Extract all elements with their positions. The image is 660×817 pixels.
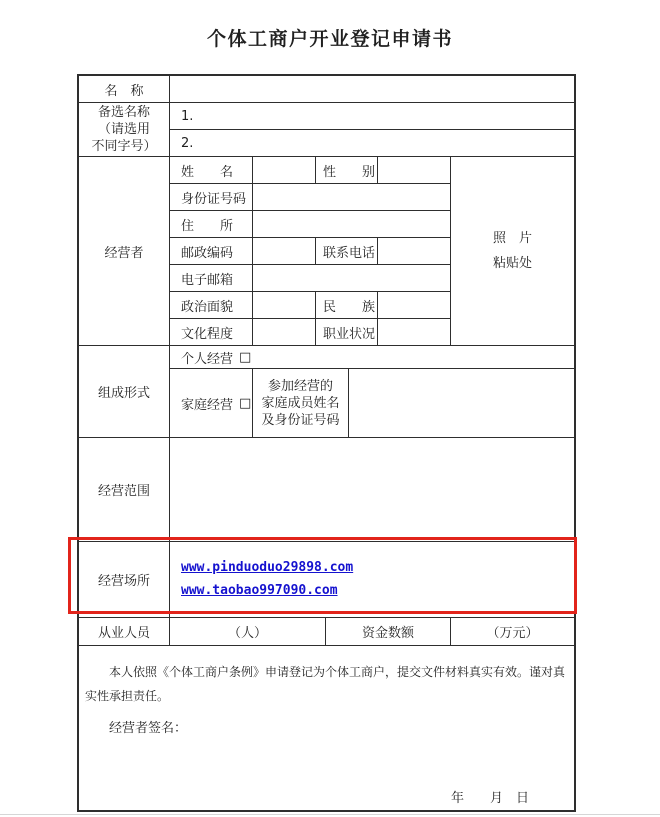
operator-name-input-cell[interactable]	[253, 157, 316, 184]
family-operation-option	[170, 369, 253, 438]
name-input-cell[interactable]	[170, 76, 574, 103]
education-label: 文化程度	[170, 319, 253, 346]
residence-input-cell[interactable]	[253, 211, 451, 238]
declaration-text: 本人依照《个体工商户条例》申请登记为个体工商户，提交文件材料真实有效。谨对真实性承担责任。	[85, 665, 566, 703]
photo-label-line2: 粘贴处	[492, 256, 532, 271]
postal-code-label: 邮政编码	[170, 238, 253, 265]
business-premises-label: 经营场所	[79, 542, 170, 618]
phone-label: 联系电话	[316, 238, 378, 265]
occupation-input-cell[interactable]	[378, 319, 451, 346]
alternate-name-2-cell[interactable]: 2.	[170, 130, 574, 157]
employees-label: 从业人员	[79, 618, 170, 646]
capital-amount-label: 资金数额	[326, 618, 451, 646]
declaration-section	[79, 646, 574, 810]
photo-paste-area	[451, 157, 574, 346]
individual-operation-label: 个人经营	[181, 351, 234, 367]
alternate-names-label-line1: 备选名称	[97, 105, 150, 120]
political-status-label: 政治面貌	[170, 292, 253, 319]
occupation-label: 职业状况	[316, 319, 378, 346]
alternate-names-label-line3: 不同字号）	[91, 139, 157, 154]
family-members-input-cell[interactable]	[349, 369, 574, 438]
alternate-name-1-cell[interactable]: 1.	[170, 103, 574, 130]
family-members-label	[253, 369, 349, 438]
email-label: 电子邮箱	[170, 265, 253, 292]
gender-input-cell[interactable]	[378, 157, 451, 184]
composition-form-label: 组成形式	[79, 346, 170, 438]
postal-code-input-cell[interactable]	[253, 238, 316, 265]
political-status-input-cell[interactable]	[253, 292, 316, 319]
premises-link-taobao[interactable]: www.taobao997090.com	[181, 583, 338, 598]
education-input-cell[interactable]	[253, 319, 316, 346]
operator-signature-label: 经营者签名：	[109, 721, 188, 736]
family-members-label-line3: 及身份证号码	[261, 412, 340, 428]
operator-label: 经营者	[79, 157, 170, 346]
alternate-names-label-line2: （请选用	[97, 122, 150, 137]
premises-link-pinduoduo[interactable]: www.pinduoduo29898.com	[181, 560, 354, 575]
photo-label-line1: 照 片	[492, 231, 532, 246]
ethnicity-label: 民 族	[316, 292, 378, 319]
individual-operation-option	[170, 346, 574, 369]
email-input-cell[interactable]	[253, 265, 451, 292]
gender-label: 性 别	[316, 157, 378, 184]
residence-label: 住 所	[170, 211, 253, 238]
ethnicity-input-cell[interactable]	[378, 292, 451, 319]
employees-count-cell[interactable]: （人）	[170, 618, 326, 646]
family-operation-checkbox-icon[interactable]: □	[239, 395, 252, 411]
alternate-names-label	[79, 103, 170, 157]
business-scope-label: 经营范围	[79, 438, 170, 542]
family-members-label-line1: 参加经营的	[267, 378, 333, 394]
date-line: 年 月 日	[450, 791, 529, 806]
family-members-label-line2: 家庭成员姓名	[261, 395, 340, 411]
application-form-table	[77, 74, 576, 812]
operator-name-label: 姓 名	[170, 157, 253, 184]
individual-operation-checkbox-icon[interactable]: □	[239, 349, 252, 365]
capital-amount-cell[interactable]: （万元）	[451, 618, 574, 646]
business-scope-input-cell[interactable]	[170, 438, 574, 542]
id-number-label: 身份证号码	[170, 184, 253, 211]
page-title: 个体工商户开业登记申请书	[206, 28, 453, 50]
name-label: 名 称	[79, 76, 170, 103]
family-operation-label: 家庭经营	[181, 397, 234, 413]
phone-input-cell[interactable]	[378, 238, 451, 265]
id-number-input-cell[interactable]	[253, 184, 451, 211]
business-premises-input-cell	[170, 542, 574, 618]
page-bottom-edge	[0, 814, 660, 815]
